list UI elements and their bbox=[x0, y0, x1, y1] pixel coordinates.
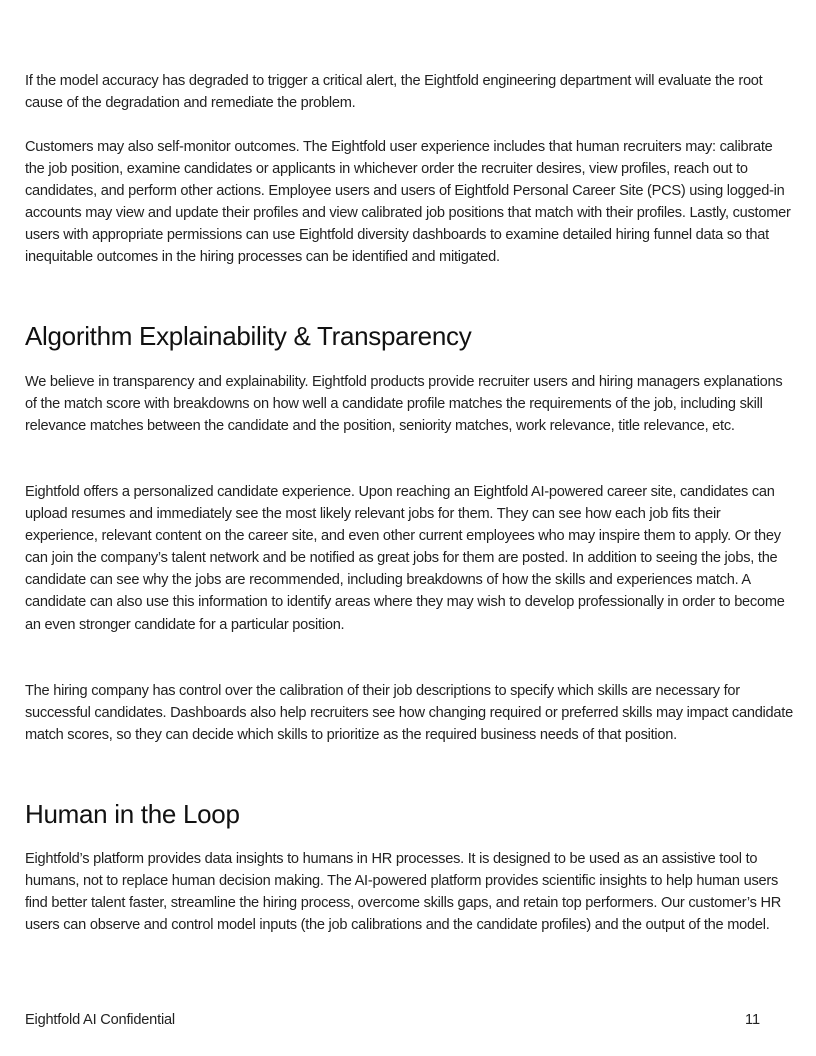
paragraph-critical-alert: If the model accuracy has degraded to trigger a critical alert, the Eightfold engineering department will evaluate the root cause of the degradation and remediate the problem. bbox=[25, 73, 763, 112]
paragraph-calibration-control: The hiring company has control over the calibration of their job descriptions to specify which skills are necessary for successful candidates. Dashboards also help recruiters see how changing required or preferred skills may impact candidate match scores, so they can decide which skills to prioritize as the required business needs of that position. bbox=[25, 683, 793, 744]
section-heading-explainability: Algorithm Explainability & Transparency bbox=[25, 321, 472, 351]
paragraph-self-monitor: Customers may also self-monitor outcomes. The Eightfold user experience includes that human recruiters may: calibrate the job position, examine candidates or applicants in whichever order the recruiter desires, view profiles, reach out to candidates, and perform other actions. Employee users and users of Eightfold Personal Career Site (PCS) using logged-in accounts may view and update their profiles and view calibrated job positions that match with their profiles. Lastly, customer users with appropriate permissions can use Eightfold diversity dashboards to examine detailed hiring funnel data so that inequitable outcomes in the hiring processes can be identified and mitigated. bbox=[25, 139, 791, 266]
paragraph-transparency: We believe in transparency and explainability. Eightfold products provide recruiter users and hiring managers explanations of the match score with breakdowns on how well a candidate profile matches the requirements of the job, including skill relevance matches between the candidate and the position, seniority matches, work relevance, title relevance, etc. bbox=[25, 374, 783, 435]
footer-confidential-label: Eightfold AI Confidential bbox=[25, 1012, 175, 1028]
section-heading-human-in-loop: Human in the Loop bbox=[25, 799, 240, 829]
paragraph-candidate-experience: Eightfold offers a personalized candidate experience. Upon reaching an Eightfold AI-powered career site, candidates can upload resumes and immediately see the most likely relevant jobs for them. They can see how each job fits their experience, relevant content on the career site, and even other current employees who may inspire them to apply. Or they can join the company’s talent network and be notified as great jobs for them are posted. In addition to seeing the jobs, the candidate can see why the jobs are recommended, including breakdowns of how the skills and experiences match. A candidate can also use this information to identify areas where they may wish to develop professionally in order to become an even stronger candidate for a particular position. bbox=[25, 484, 785, 633]
page-number: 11 bbox=[745, 1012, 761, 1028]
paragraph-human-in-loop: Eightfold’s platform provides data insights to humans in HR processes. It is designed to be used as an assistive tool to humans, not to replace human decision making. The AI-powered platform provides scientific insights to help human users find better talent faster, streamline the hiring process, overcome skills gaps, and retain top performers. Our customer’s HR users can observe and control model inputs (the job calibrations and the candidate profiles) and the output of the model. bbox=[25, 851, 782, 934]
